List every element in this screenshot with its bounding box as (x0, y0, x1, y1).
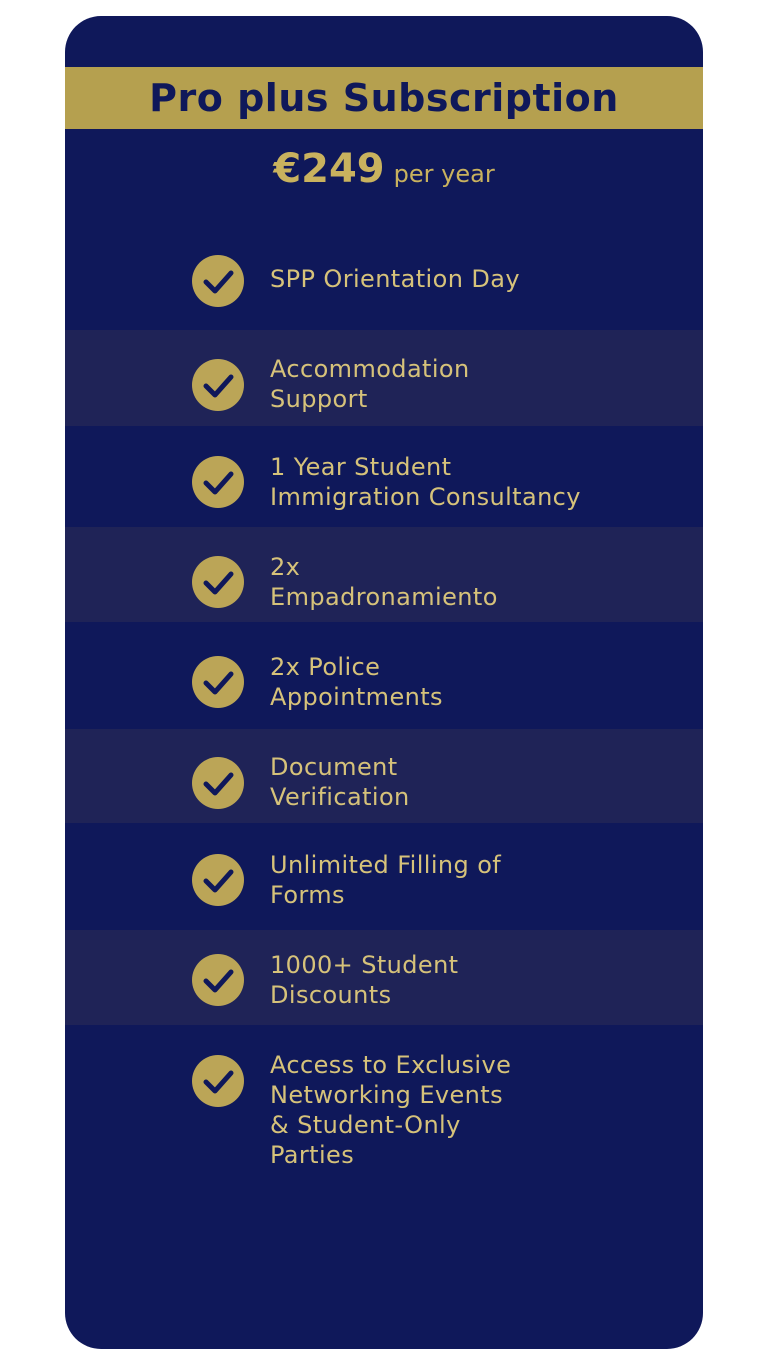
price-amount: €249 (273, 146, 385, 192)
feature-item (65, 1025, 703, 1185)
check-icon (192, 1055, 244, 1107)
check-icon (192, 954, 244, 1006)
feature-label: SPP Orientation Day (270, 265, 520, 293)
price-period: per year (393, 160, 495, 188)
feature-item (65, 426, 703, 527)
check-icon (192, 757, 244, 809)
price-row (65, 146, 703, 192)
check-icon (192, 854, 244, 906)
feature-label: 1000+ Student Discounts (270, 951, 459, 1009)
feature-item (65, 930, 703, 1025)
feature-label: Unlimited Filling of Forms (270, 851, 502, 909)
feature-item (65, 527, 703, 622)
subscription-card (65, 16, 703, 1349)
title-banner (65, 67, 703, 129)
feature-label: 2x Empadronamiento (270, 553, 498, 611)
feature-item (65, 823, 703, 930)
plan-title: Pro plus Subscription (149, 76, 619, 120)
feature-item (65, 729, 703, 823)
feature-item (65, 622, 703, 729)
feature-item (65, 230, 703, 330)
feature-label: Access to Exclusive Networking Events & Student-Only Parties (270, 1051, 512, 1169)
feature-label: 2x Police Appointments (270, 653, 443, 711)
feature-label: Accommodation Support (270, 355, 470, 413)
feature-label: 1 Year Student Immigration Consultancy (270, 453, 581, 511)
check-icon (192, 556, 244, 608)
check-icon (192, 255, 244, 307)
check-icon (192, 359, 244, 411)
check-icon (192, 656, 244, 708)
feature-item (65, 330, 703, 426)
check-icon (192, 456, 244, 508)
feature-label: Document Verification (270, 753, 410, 811)
